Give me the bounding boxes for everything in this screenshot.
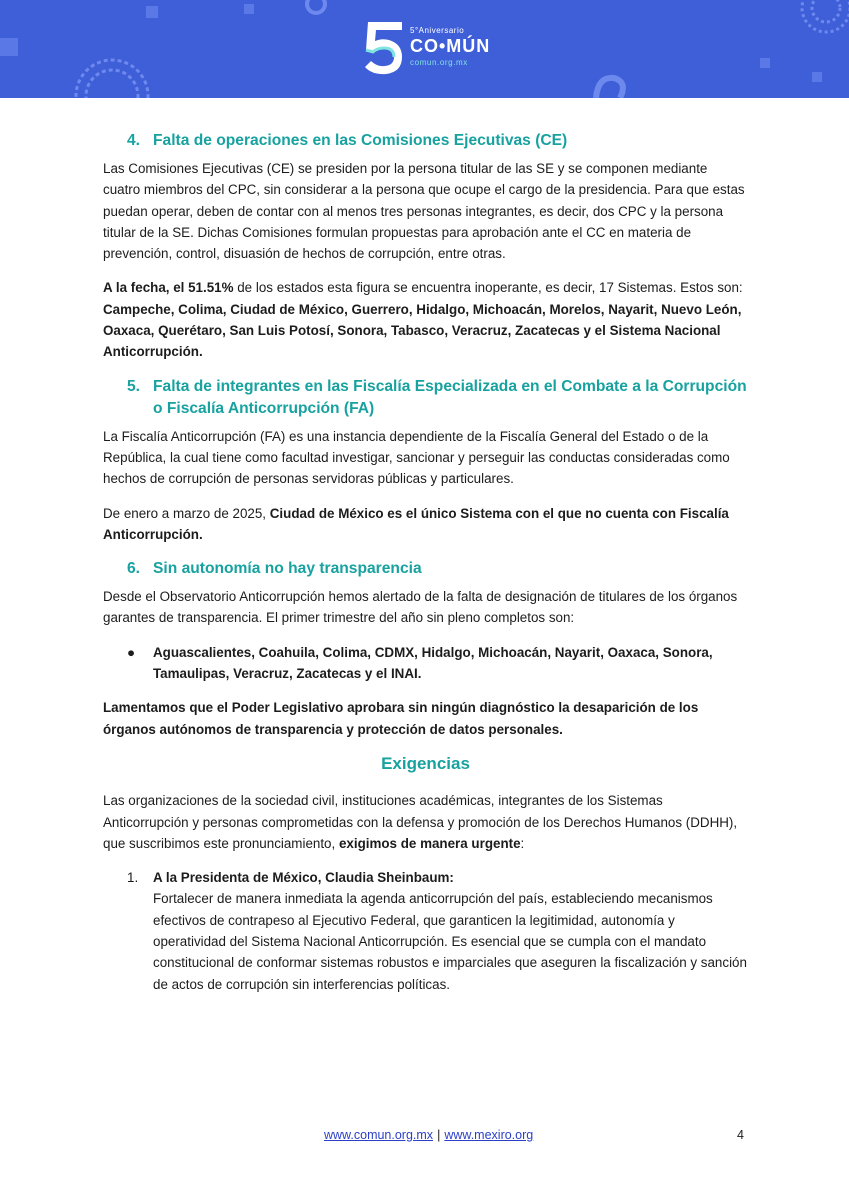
bullet-list bbox=[103, 642, 748, 685]
page-header-band bbox=[0, 0, 849, 98]
paragraph-text: Las organizaciones de la sociedad civil, instituciones académicas, integrantes de los Sistemas Anticorrupción y personas comprometidas con la defensa y promoción de los Derechos Humanos (DDHH), que suscribimos este pronunciamiento, bbox=[103, 793, 738, 851]
section-number: 4. bbox=[127, 132, 141, 149]
emphasis-text: exigimos de manera urgente bbox=[338, 835, 521, 851]
paragraph-text: Desde el Observatorio Anticorrupción hemos alertado de la falta de designación de titulares de los órganos garantes de transparencia. El primer trimestre del año sin pleno completos son: bbox=[103, 589, 738, 626]
item-title: A la Presidenta de México, Claudia Sheinbaum: bbox=[153, 870, 454, 886]
paragraph bbox=[103, 503, 748, 546]
section-heading-6 bbox=[103, 558, 748, 580]
brand-name: CO•MÚN bbox=[410, 36, 491, 56]
paragraph bbox=[103, 586, 748, 629]
paragraph bbox=[103, 697, 748, 740]
paragraph bbox=[103, 426, 748, 490]
brand-url: comun.org.mx bbox=[410, 58, 468, 67]
item-body: Fortalecer de manera inmediata la agenda anticorrupción del país, estableciendo mecanismos efectivos de contrapeso al Ejecutivo Federal, que garanticen la legitimidad, autonomía y operatividad del Sistema Nacional Anticorrupción. Es esencial que se cumpla con el mandato constitucional de conformar sistemas robustos e imparciales que aseguren la fiscalización y sanción de actos de corrupción sin interferencias políticas. bbox=[153, 891, 747, 992]
section-title: Sin autonomía no hay transparencia bbox=[153, 560, 422, 578]
footer-links bbox=[324, 1128, 533, 1142]
page-number: 4 bbox=[737, 1128, 744, 1142]
section-title: Falta de integrantes en las Fiscalía Especializada en el Combate a la Corrupción o Fiscalía Anticorrupción (FA) bbox=[153, 377, 747, 417]
section-title: Falta de operaciones en las Comisiones Ejecutivas (CE) bbox=[153, 132, 568, 149]
emphasis-text: Lamentamos que el Poder Legislativo aprobara sin ningún diagnóstico la desaparición de los órganos autónomos de transparencia y protección de datos personales. bbox=[103, 700, 699, 737]
section-heading-5 bbox=[103, 376, 748, 420]
emphasis-text: Aguascalientes, Coahuila, Colima, CDMX, Hidalgo, Michoacán, Nayarit, Oaxaca, Sonora, Tamaulipas, Veracruz, Zacatecas y el INAI. bbox=[153, 644, 713, 682]
section-number: 6. bbox=[127, 560, 141, 578]
list-item bbox=[103, 642, 748, 685]
paragraph-text: La Fiscalía Anticorrupción (FA) es una instancia dependiente de la Fiscalía General del Estado o de la República, la cual tiene como facultad investigar, sancionar y perseguir las conductas consideradas como hechos de corrupción de personas servidoras públicas y particulares. bbox=[103, 428, 730, 487]
demands-list bbox=[103, 867, 748, 995]
paragraph-text: Las Comisiones Ejecutivas (CE) se presiden por la persona titular de las SE y se componen mediante cuatro miembros del CPC, sin considerar a la persona que ocupe el cargo de la presidencia. Para que estas puedan operar, deben de contar con al menos tres personas integrantes, es decir, dos CPC y la persona titular de la SE. Dichas Comisiones formulan propuestas para aprobación ante el CC en materia de prevención, control, disuasión de hechos de corrupción, entre otras. bbox=[103, 161, 745, 262]
anniversary-five-icon bbox=[362, 20, 408, 76]
emphasis-text: A la fecha, el 51.51% bbox=[103, 280, 234, 296]
paragraph bbox=[103, 277, 748, 362]
anniversary-label: 5°Aniversario bbox=[410, 26, 465, 35]
section-heading-4 bbox=[103, 130, 748, 152]
paragraph bbox=[103, 790, 748, 854]
comun-logo bbox=[362, 20, 512, 76]
footer-separator: | bbox=[437, 1128, 441, 1142]
document-body bbox=[103, 130, 748, 995]
paragraph-text: De enero a marzo de 2025, bbox=[103, 505, 270, 521]
bullet-icon: ● bbox=[127, 644, 136, 660]
list-item bbox=[103, 867, 748, 995]
page-footer bbox=[0, 1128, 849, 1148]
paragraph-text: de los estados esta figura se encuentra inoperante, es decir, 17 Sistemas. Estos son: bbox=[233, 280, 743, 296]
comun-link[interactable]: www.comun.org.mx bbox=[324, 1128, 434, 1142]
emphasis-text: Ciudad de México es el único Sistema con el que no cuenta con Fiscalía Anticorrupción. bbox=[103, 505, 729, 542]
paragraph-text: : bbox=[520, 835, 525, 851]
section-number: 5. bbox=[127, 377, 141, 395]
emphasis-text: Campeche, Colima, Ciudad de México, Guerrero, Hidalgo, Michoacán, Morelos, Nayarit, Nuevo León, Oaxaca, Querétaro, San Luis Potosí, Sonora, Tabasco, Veracruz, Zacatecas y el Sistema Nacional Anticorrupción. bbox=[103, 301, 742, 360]
paragraph bbox=[103, 158, 748, 264]
demands-heading: Exigencias bbox=[381, 753, 470, 773]
mexiro-link[interactable]: www.mexiro.org bbox=[444, 1128, 534, 1142]
item-number: 1. bbox=[127, 870, 139, 886]
